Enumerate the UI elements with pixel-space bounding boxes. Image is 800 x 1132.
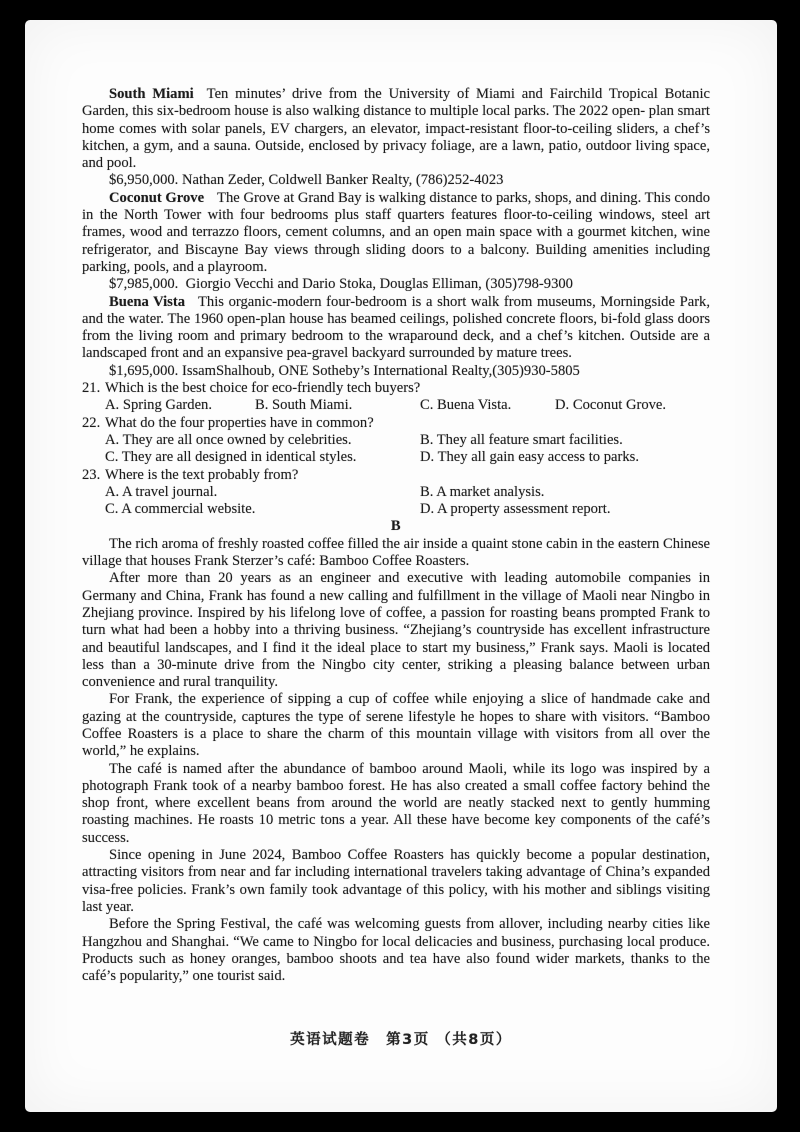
listing-south-miami <box>82 86 710 172</box>
question-23 <box>82 467 710 484</box>
listing-price-line: $1,695,000. IssamShalhoub, ONE Sotheby’s International Realty,(305)930-5805 <box>109 362 580 379</box>
page-footer: 英语试题卷 第3页 （共8页） <box>290 1032 512 1048</box>
question-22-options-row1 <box>82 432 710 449</box>
passage-paragraph-5: Since opening in June 2024, Bamboo Coffee Roasters has quickly become a popular destination, attracting visitors from near and far including international travelers taking advantage of China’s expanded visa-free policies. Frank’s own family took advantage of this policy, with his mother and siblings visiting last year. <box>82 847 710 915</box>
passage-paragraph-4: The café is named after the abundance of bamboo around Maoli, while its logo was inspired by a photograph Frank took of a nearby bamboo forest. He has also created a small coffee factory behind the shop front, where excellent beans from around the world are neatly stacked next to gently humming roasting machines. He roasts 10 metric tons a year. All these have become key components of the café’s success. <box>82 760 710 846</box>
passage-paragraph-1: The rich aroma of freshly roasted coffee filled the air inside a quaint stone cabin in the eastern Chinese village that houses Frank Sterzer’s café: Bamboo Coffee Roasters. <box>82 535 710 570</box>
passage-paragraph-2: After more than 20 years as an engineer and executive with leading automobile companies in Germany and China, Frank has found a new calling and fulfillment in the village of Maoli near Ningbo in Zhejiang province. Inspired by his lifelong love of coffee, a passion for roasting beans prompted Frank to turn what had been a hobby into a thriving business. “Zhejiang’s countryside has excellent infrastructure and beautiful landscapes, and I find it the ideal place to start my business,” Frank says. Maoli is located less than a 30-minute drive from the Ningbo city center, striking a pleasing balance between urban convenience and rural tranquility. <box>82 570 710 691</box>
question-prompt: Where is the text probably from? <box>105 466 299 483</box>
option-a: A. Spring Garden. <box>105 397 213 414</box>
question-21-options <box>82 397 710 414</box>
question-22 <box>82 415 710 432</box>
listing-name: Buena Vista <box>109 293 186 310</box>
page-content <box>82 86 710 985</box>
listing-name: South Miami <box>109 86 194 102</box>
exam-paper-page <box>25 20 777 1112</box>
listing-body: Ten minutes’ drive from the University of Miami and Fairchild Tropical Botanic Garden, this six-bedroom house is also walking distance to multiple local parks. The 2022 open- plan smart home comes with solar panels, EV chargers, an elevator, impact-resistant floor-to-ceiling sliders, a chef’s kitchen, a gym, and a sauna. Outside, enclosed by privacy foliage, are a lawn, patio, outdoor living space, and pool. <box>82 86 710 172</box>
question-number: 23. <box>82 466 101 483</box>
option-c: C. They are all designed in identical styles. <box>105 449 357 466</box>
listing-body: The Grove at Grand Bay is walking distance to parks, shops, and dining. This condo in the North Tower with four bedrooms plus staff quarters features floor-to-ceiling windows, steel art frames, wood and terrazzo floors, cement columns, and an open main space with a gourmet kitchen, wine refrigerator, and Biscayne Bay views through sliding doors to a balcony. Building amenities including parking, pools, and a playroom. <box>82 189 710 275</box>
question-22-options-row2 <box>82 449 710 466</box>
listing-name: Coconut Grove <box>109 189 205 206</box>
option-d: D. A property assessment report. <box>420 501 611 518</box>
option-c: C. Buena Vista. <box>420 397 512 414</box>
question-prompt: What do the four properties have in common? <box>105 414 374 431</box>
question-number: 22. <box>82 414 101 431</box>
section-b-heading: B <box>390 518 402 535</box>
question-23-options-row1 <box>82 484 710 501</box>
option-d: D. They all gain easy access to parks. <box>420 449 639 466</box>
passage-paragraph-6: Before the Spring Festival, the café was welcoming guests from allover, including nearby cities like Hangzhou and Shanghai. “We came to Ningbo for local delicacies and business, purchasing local produce. Products such as honey oranges, bamboo shoots and tea have also found wider markets, thanks to the café’s popularity,” one tourist said. <box>82 916 710 985</box>
option-a: A. A travel journal. <box>105 483 218 500</box>
option-a: A. They are all once owned by celebrities. <box>105 431 352 448</box>
listing-buena-vista <box>82 294 710 363</box>
listing-coconut-grove <box>82 190 710 276</box>
question-23-options-row2 <box>82 501 710 518</box>
question-number: 21. <box>82 380 101 397</box>
listing-price-line: $7,985,000. Giorgio Vecchi and Dario Stoka, Douglas Elliman, (305)798-9300 <box>109 276 573 293</box>
option-b: B. South Miami. <box>255 397 353 414</box>
passage-paragraph-3: For Frank, the experience of sipping a cup of coffee while enjoying a slice of handmade cake and gazing at the countryside, captures the type of serene lifestyle he hopes to share with visitors. “Bamboo Coffee Roasters is a place to share the charm of this mountain village with visitors from all over the world,” he explains. <box>82 691 710 760</box>
question-21 <box>82 380 710 397</box>
option-d: D. Coconut Grove. <box>555 397 667 414</box>
option-b: B. A market analysis. <box>420 483 545 500</box>
option-c: C. A commercial website. <box>105 501 256 518</box>
listing-price-line: $6,950,000. Nathan Zeder, Coldwell Banker Realty, (786)252-4023 <box>109 172 504 189</box>
question-prompt: Which is the best choice for eco-friendly tech buyers? <box>105 380 421 397</box>
listing-body: This organic-modern four-bedroom is a short walk from museums, Morningside Park, and the water. The 1960 open-plan house has beamed ceilings, polished concrete floors, bi-fold glass doors from the living room and primary bedroom to the wraparound deck, and a chef’s kitchen. Outside are a landscaped front and an expansive pea-gravel backyard surrounded by mature trees. <box>82 293 710 362</box>
option-b: B. They all feature smart facilities. <box>420 431 623 448</box>
